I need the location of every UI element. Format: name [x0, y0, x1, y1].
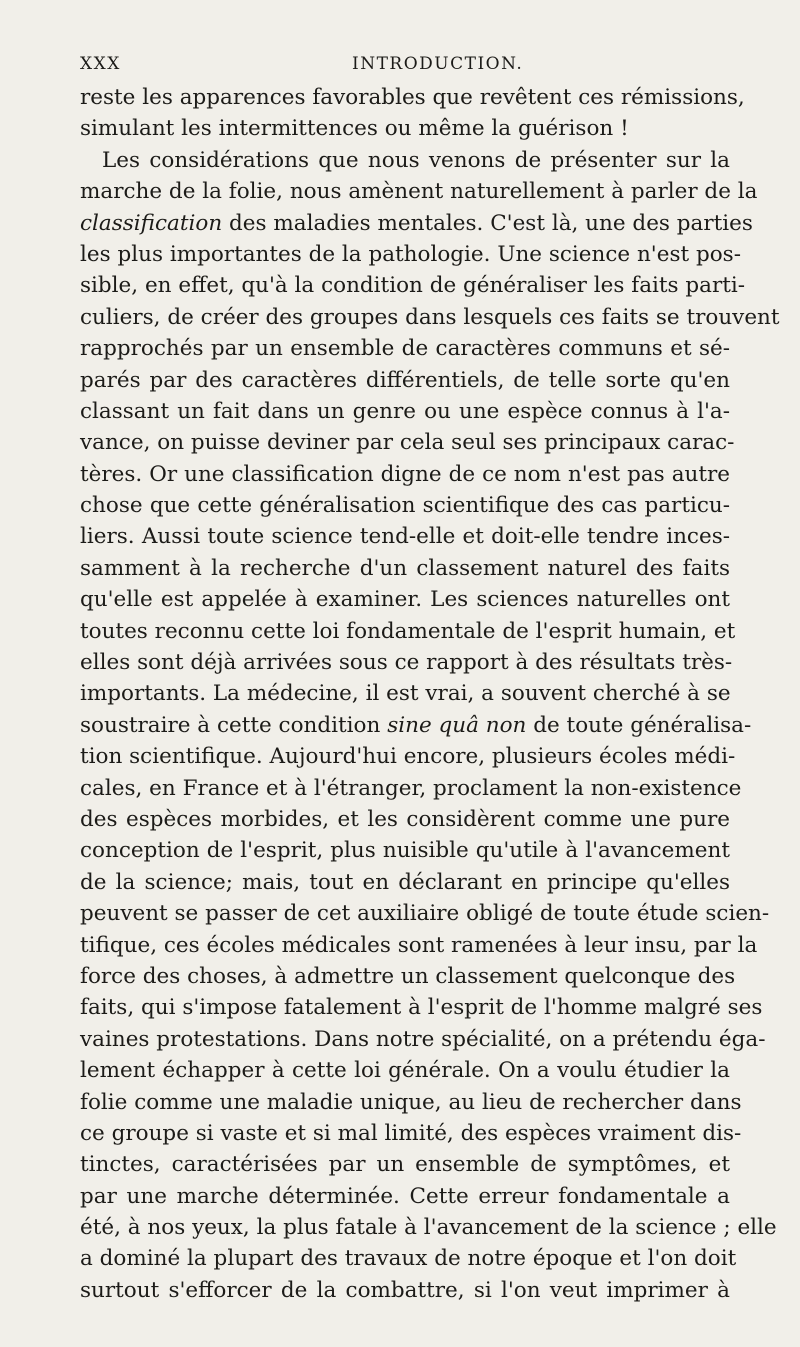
- text-line: ce groupe si vaste et si mal limité, des espèces vraiment dis-: [80, 1120, 742, 1146]
- text-line: les plus importantes de la pathologie. Une science n'est pos-: [80, 241, 741, 267]
- text-line: liers. Aussi toute science tend-elle et doit-elle tendre inces-: [80, 524, 730, 550]
- text-line: tères. Or une classification digne de ce nom n'est pas autre: [80, 461, 730, 487]
- text-line: classant un fait dans un genre ou une espèce connus à l'a-: [80, 398, 730, 424]
- text-line: samment à la recherche d'un classement naturel des faits: [80, 555, 730, 581]
- text-line: conception de l'esprit, plus nuisible qu'utile à l'avancement: [80, 838, 730, 864]
- text-line: a dominé la plupart des travaux de notre époque et l'on doit: [80, 1246, 737, 1272]
- page-number: XXX: [80, 54, 121, 74]
- text-line: parés par des caractères différentiels, de telle sorte qu'en: [80, 367, 730, 393]
- text-line: peuvent se passer de cet auxiliaire obligé de toute étude scien-: [80, 901, 770, 927]
- text-line: tion scientifique. Aujourd'hui encore, plusieurs écoles médi-: [80, 744, 736, 770]
- text-line: vance, on puisse deviner par cela seul ses principaux carac-: [80, 430, 735, 456]
- text-line: de la science; mais, tout en déclarant en principe qu'elles: [80, 869, 730, 895]
- text-line: rapprochés par un ensemble de caractères communs et sé-: [80, 336, 730, 362]
- text-line: folie comme une maladie unique, au lieu de rechercher dans: [80, 1089, 742, 1115]
- text-line: qu'elle est appelée à examiner. Les sciences naturelles ont: [80, 587, 730, 613]
- text-line: force des choses, à admettre un classement quelconque des: [80, 963, 736, 989]
- text-line: surtout s'efforcer de la combattre, si l'on veut imprimer à: [80, 1277, 730, 1303]
- text-line: par une marche déterminée. Cette erreur fondamentale a: [80, 1183, 730, 1209]
- text-line: cales, en France et à l'étranger, proclament la non-existence: [80, 775, 742, 801]
- text-line: culiers, de créer des groupes dans lesquels ces faits se trouvent: [80, 304, 780, 330]
- text-line: faits, qui s'impose fatalement à l'esprit de l'homme malgré ses: [80, 995, 763, 1021]
- text-line: Les considérations que nous venons de présenter sur la: [102, 147, 730, 173]
- text-line: classification des maladies mentales. C'est là, une des parties: [80, 210, 753, 236]
- text-line: elles sont déjà arrivées sous ce rapport à des résultats très-: [80, 650, 733, 676]
- text-line: tinctes, caractérisées par un ensemble de symptômes, et: [80, 1152, 730, 1178]
- text-line: vaines protestations. Dans notre spécialité, on a prétendu éga-: [80, 1026, 766, 1052]
- text-line: lement échapper à cette loi générale. On a voulu étudier la: [80, 1058, 730, 1084]
- text-line: reste les apparences favorables que revêtent ces rémissions,: [80, 85, 745, 110]
- text-line: soustraire à cette condition sine quâ non de toute généralisa-: [80, 712, 752, 738]
- text-line: des espèces morbides, et les considèrent comme une pure: [80, 806, 730, 832]
- body-text: [80, 82, 780, 1306]
- text-line: sible, en effet, qu'à la condition de généraliser les faits parti-: [80, 273, 746, 299]
- text-line: marche de la folie, nous amènent naturellement à parler de la: [80, 179, 758, 205]
- text-line: importants. La médecine, il est vrai, a souvent cherché à se: [80, 681, 731, 707]
- text-line: toutes reconnu cette loi fondamentale de l'esprit humain, et: [80, 618, 736, 644]
- italic-term: sine quâ non: [387, 712, 527, 738]
- text-line: été, à nos yeux, la plus fatale à l'avancement de la science ; elle: [80, 1215, 777, 1241]
- running-title: INTRODUCTION.: [352, 54, 524, 74]
- text-line: simulant les intermittences ou même la guérison !: [80, 116, 629, 142]
- text-line: chose que cette généralisation scientifique des cas particu-: [80, 493, 730, 519]
- italic-term: classification: [80, 210, 223, 236]
- text-line: tifique, ces écoles médicales sont ramenées à leur insu, par la: [80, 932, 758, 958]
- running-head: [80, 54, 740, 80]
